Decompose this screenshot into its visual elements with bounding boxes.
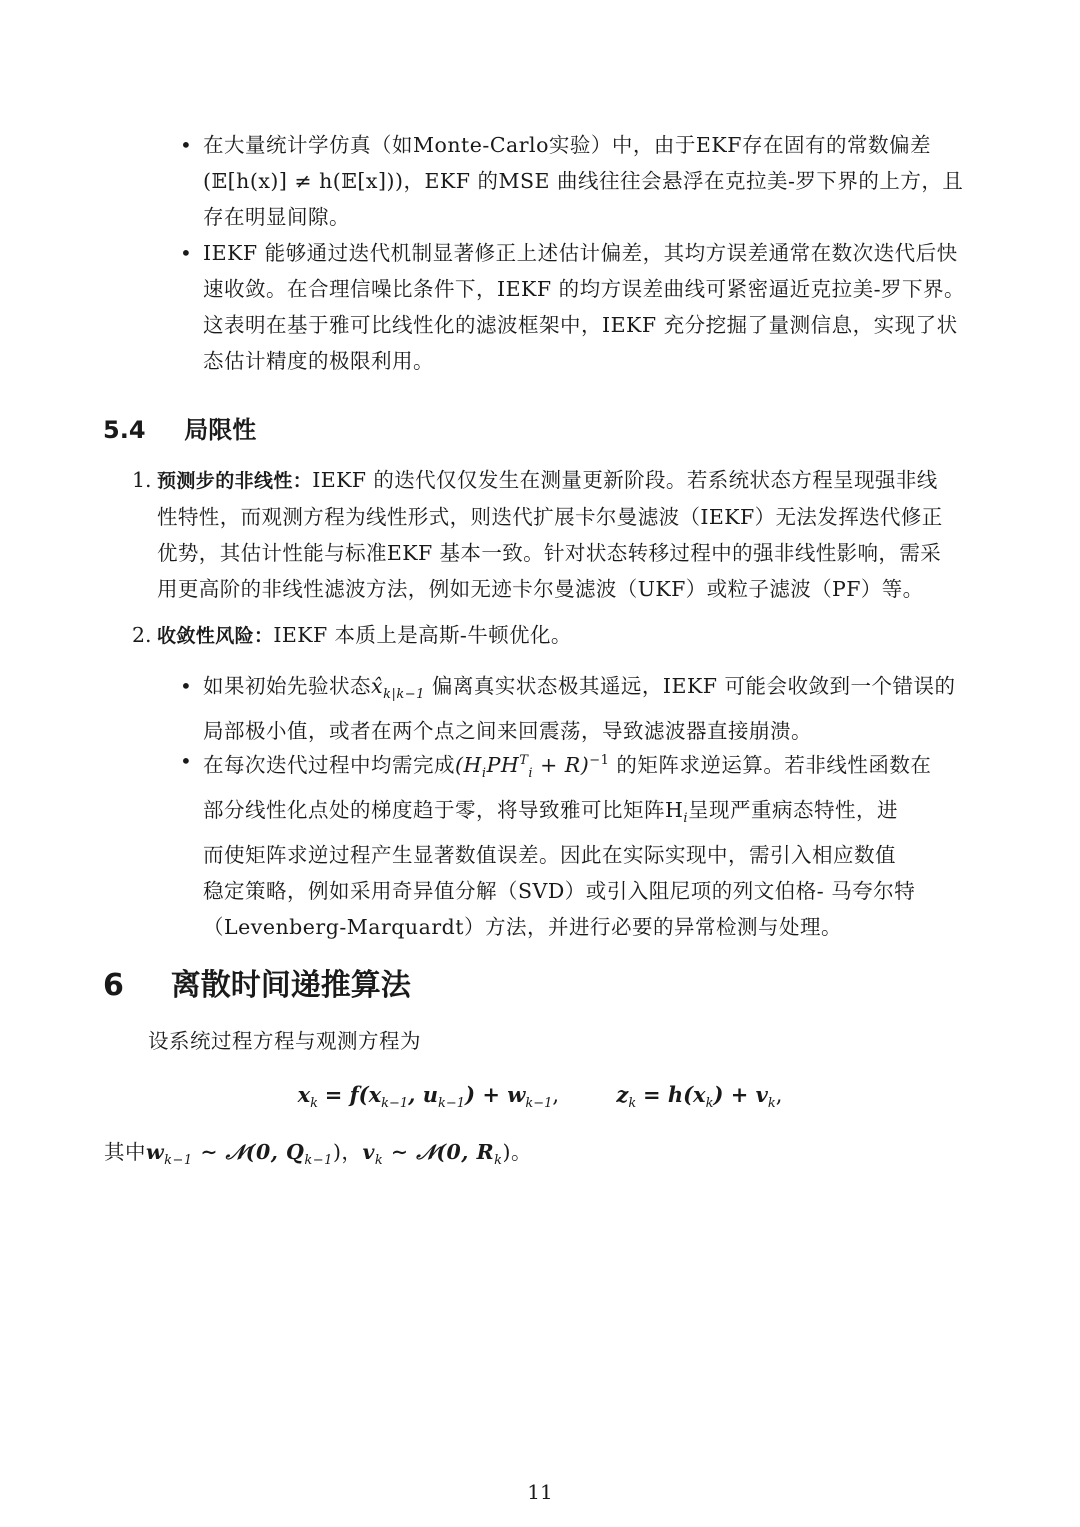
math-symbol: = f(x — [324, 1082, 382, 1107]
bullet-item — [180, 127, 980, 235]
math-subscript: k−1 — [381, 1096, 409, 1112]
enum-head: 收敛性风险： — [157, 625, 274, 647]
text-line: 优势，其估计性能与标准EKF 基本一致。针对状态转移过程中的强非线性影响，需采 — [157, 541, 942, 565]
math-punct: , — [775, 1083, 783, 1107]
text-line: 态估计精度的极限利用。 — [203, 349, 434, 373]
bullet-dot: • — [180, 133, 192, 157]
math-symbol: = h(x — [642, 1082, 706, 1107]
text-line: 用更高阶的非线性滤波方法，例如无迹卡尔曼滤波（UKF）或粒子滤波（PF）等。 — [157, 577, 924, 601]
math-subscript: k−1 — [525, 1096, 553, 1112]
section-heading — [103, 410, 256, 445]
math-subscript: k|k−1 — [383, 687, 425, 703]
math-subscript: i — [683, 811, 689, 827]
math-superscript: T — [519, 753, 529, 768]
math-subscript: i — [528, 765, 534, 781]
page-number: 11 — [527, 1480, 553, 1504]
math-subscript: k — [494, 1153, 503, 1169]
bullet-dot: • — [180, 674, 192, 698]
math-symbol: , u — [408, 1082, 439, 1107]
equation — [0, 1082, 1080, 1111]
math-subscript: k — [374, 1153, 384, 1169]
math-symbol: ) + w — [465, 1082, 526, 1107]
math-symbol: z — [616, 1082, 629, 1107]
math-subscript: k−1 — [438, 1096, 466, 1112]
math-subscript: k−1 — [164, 1153, 193, 1169]
text-line: 局部极小值，或者在两个点之间来回震荡，导致滤波器直接崩溃。 — [203, 719, 812, 744]
math-symbol: w — [146, 1140, 165, 1164]
math-symbol: (H — [455, 752, 482, 777]
math-symbol: + R) — [533, 752, 590, 777]
math-subscript: i — [481, 765, 487, 781]
text-line: 而使矩阵求逆过程产生显著数值误差。因此在实际实现中，需引入相应数值 — [203, 843, 896, 868]
math-symbol: x̂ — [371, 674, 384, 698]
math-punct: , — [552, 1083, 560, 1107]
text-line: IEKF 的迭代仅仅发生在测量更新阶段。若系统状态方程呈现强非线 — [312, 468, 938, 492]
text-span: 其中 — [104, 1140, 146, 1164]
bullet-text — [203, 743, 980, 945]
text-span: )， — [332, 1140, 363, 1164]
bullet-text — [203, 668, 980, 749]
intro-paragraph: 设系统过程方程与观测方程为 — [148, 1029, 421, 1053]
text-line: 速收敛。在合理信噪比条件下，IEKF 的均方误差曲线可紧密逼近克拉美-罗下界。 — [203, 277, 966, 301]
bullet-dot: • — [180, 749, 192, 773]
math-subscript: k — [767, 1096, 776, 1112]
text-span: 的矩阵求逆运算。若非线性函数在 — [609, 752, 932, 777]
enum-head: 预测步的非线性： — [157, 470, 313, 492]
math-symbol: PH — [486, 752, 520, 777]
enum-item — [132, 617, 982, 654]
enum-text — [157, 617, 982, 654]
enum-number: 1. — [132, 468, 152, 492]
sub-bullet-item — [180, 743, 980, 945]
text-line: 在大量统计学仿真（如Monte-Carlo实验）中，由于EKF存在固有的常数偏差 — [203, 133, 931, 157]
text-line: 这表明在基于雅可比线性化的滤波框架中，IEKF 充分挖掘了量测信息，实现了状 — [203, 313, 958, 337]
text-span: 偏离真实状态极其遥远，IEKF 可能会收敛到一个错误的 — [424, 674, 956, 698]
math-symbol: v — [362, 1140, 375, 1164]
section-number: 5.4 — [103, 416, 146, 444]
text-span: 在每次迭代过程中均需完成 — [203, 752, 455, 777]
bullet-text — [203, 235, 980, 379]
math-symbol: x — [297, 1082, 311, 1107]
text-line: 性特性，而观测方程为线性形式，则迭代扩展卡尔曼滤波（IEKF）无法发挥迭代修正 — [157, 505, 943, 529]
section-heading — [103, 960, 411, 1004]
math-symbol: ) + v — [713, 1082, 768, 1107]
section-title: 离散时间递推算法 — [170, 968, 411, 1003]
section-title: 局限性 — [184, 416, 257, 444]
text-line: （Levenberg-Marquardt）方法，并进行必要的异常检测与处理。 — [203, 915, 842, 940]
math-symbol: ∼ 𝒩(0, R — [383, 1140, 495, 1164]
text-line: 存在明显间隙。 — [203, 205, 350, 229]
text-span: 部分线性化点处的梯度趋于零，将导致雅可比矩阵H — [203, 797, 684, 822]
text-line: IEKF 能够通过迭代机制显著修正上述估计偏差，其均方误差通常在数次迭代后快 — [203, 241, 958, 265]
text-span: 如果初始先验状态 — [203, 674, 371, 698]
text-span: 呈现严重病态特性，进 — [688, 797, 899, 822]
sub-bullet-item — [180, 668, 980, 749]
section-number: 6 — [103, 968, 124, 1003]
math-subscript: k−1 — [304, 1153, 333, 1169]
bullet-item — [180, 235, 980, 379]
math-subscript: k — [310, 1096, 318, 1112]
bullet-text — [203, 127, 980, 235]
math-symbol: ∼ 𝒩(0, Q — [192, 1140, 305, 1164]
enum-item — [132, 462, 982, 607]
bullet-dot: • — [180, 241, 192, 265]
text-line: IEKF 本质上是高斯-牛顿优化。 — [273, 623, 572, 647]
noise-definition — [104, 1134, 532, 1179]
text-line: (𝔼[h(x)] ≠ h(𝔼[x]))，EKF 的MSE 曲线往往会悬浮在克拉美-罗下界的上方，且 — [203, 169, 964, 193]
math-superscript: −1 — [589, 753, 610, 768]
enum-number: 2. — [132, 623, 152, 647]
text-span: )。 — [502, 1140, 533, 1164]
text-line: 稳定策略，例如采用奇异值分解（SVD）或引入阻尼项的列文伯格- 马夸尔特 — [203, 879, 916, 904]
math-subscript: k — [705, 1096, 714, 1112]
enum-text — [157, 462, 982, 607]
math-subscript: k — [628, 1096, 637, 1112]
